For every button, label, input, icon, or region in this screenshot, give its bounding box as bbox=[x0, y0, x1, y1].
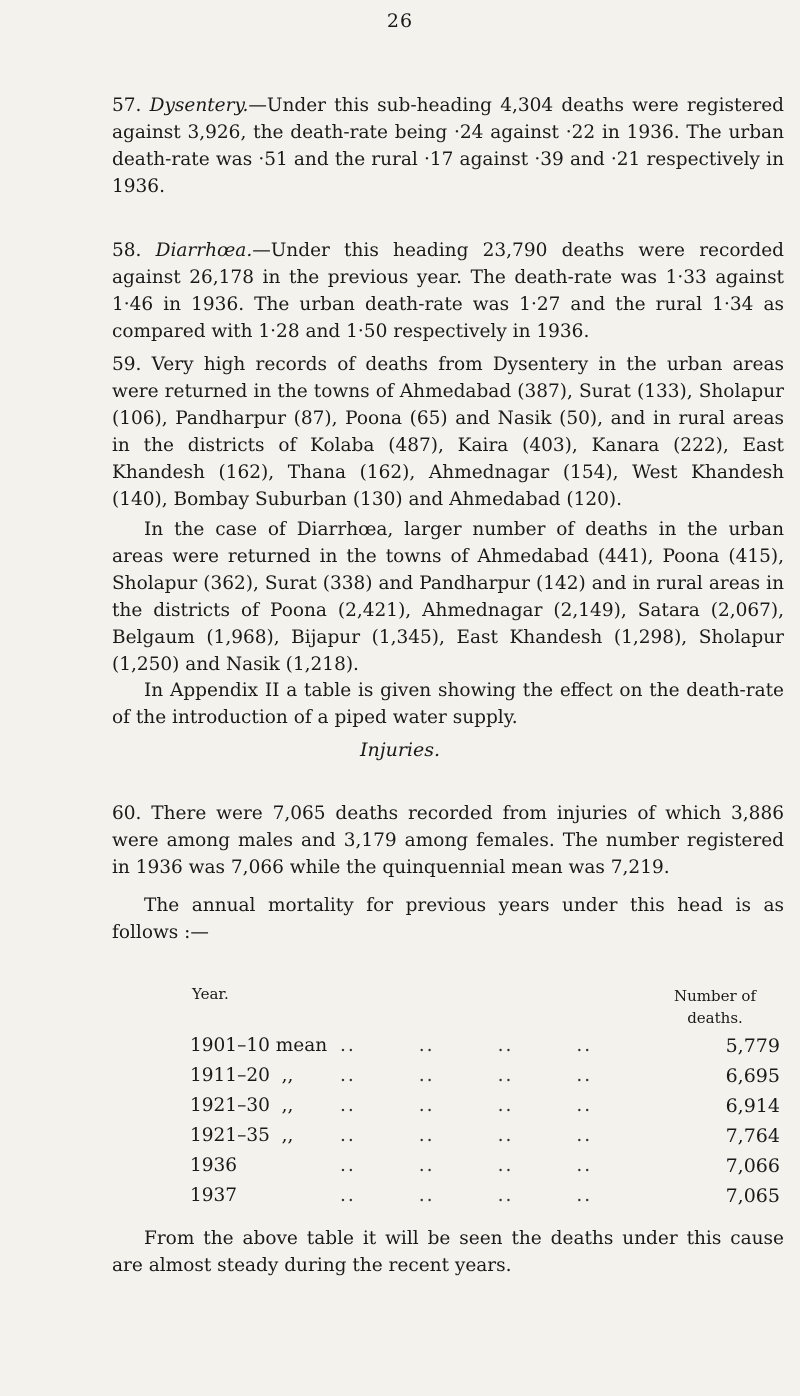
page-number: 26 bbox=[386, 10, 414, 32]
paragraph-text: There were 7,065 deaths recorded from injuries of which 3,886 were among males and 3,179 among females. The number registered in 1936 was 7,066 while the quinquennial mean was 7,219. bbox=[112, 803, 784, 878]
table-row bbox=[190, 1035, 780, 1065]
paragraph-closing bbox=[112, 1225, 784, 1279]
paragraph-number: 59. bbox=[112, 354, 142, 375]
table-header-deaths-line1: Number of bbox=[673, 987, 756, 1005]
paragraph-number: 58. bbox=[112, 240, 142, 261]
table-cell-deaths: 7,066 bbox=[725, 1155, 780, 1177]
table-row bbox=[190, 1095, 780, 1125]
paragraph-60-body bbox=[112, 800, 784, 881]
table-cell-deaths: 6,914 bbox=[725, 1095, 780, 1117]
paragraph-heading: Diarrhœa. bbox=[155, 240, 253, 261]
table-row bbox=[190, 1185, 780, 1215]
leader-dots: .. .. .. .. bbox=[340, 1185, 593, 1206]
table-row bbox=[190, 1065, 780, 1095]
paragraph-text: —Under this sub-heading 4,304 deaths were registered against 3,926, the death-rate being ·24 against ·22 in 1936. The urban death-rate was ·51 and the rural ·17 against ·39 and ·21 respectively in 1936. bbox=[112, 95, 784, 197]
table-row bbox=[190, 1125, 780, 1155]
paragraph-number: 57. bbox=[112, 95, 142, 116]
leader-dots: .. .. .. .. bbox=[340, 1065, 593, 1086]
table-cell-deaths: 7,065 bbox=[725, 1185, 780, 1207]
table-cell-deaths: 7,764 bbox=[725, 1125, 780, 1147]
paragraph-heading: Dysentery. bbox=[149, 95, 249, 116]
table-cell-year: 1936 bbox=[190, 1155, 238, 1176]
paragraph-text: The annual mortality for previous years under this head is as follows :— bbox=[112, 895, 784, 943]
leader-dots: .. .. .. .. bbox=[340, 1035, 593, 1056]
paragraph-text: In Appendix II a table is given showing the effect on the death-rate of the introduction of a piped water supply. bbox=[112, 680, 784, 728]
section-heading-injuries: Injuries. bbox=[359, 739, 441, 761]
table-cell-year: 1921–30 ,, bbox=[190, 1095, 294, 1116]
table-row bbox=[190, 1155, 780, 1185]
paragraph-60-follows bbox=[112, 892, 784, 946]
paragraph-appendix bbox=[112, 677, 784, 731]
table-cell-deaths: 6,695 bbox=[725, 1065, 780, 1087]
leader-dots: .. .. .. .. bbox=[340, 1125, 593, 1146]
paragraph-59-body bbox=[112, 351, 784, 513]
leader-dots: .. .. .. .. bbox=[340, 1155, 593, 1176]
table-cell-year: 1901–10 mean bbox=[190, 1035, 328, 1056]
table-header-deaths bbox=[640, 985, 790, 1029]
paragraph-text: From the above table it will be seen the deaths under this cause are almost steady during the recent years. bbox=[112, 1228, 784, 1276]
paragraph-text: —Under this heading 23,790 deaths were recorded against 26,178 in the previous year. The death-rate was 1·33 against 1·46 in 1936. The urban death-rate was 1·27 and the rural 1·34 as compared with 1·28 and 1·50 respectively in 1936. bbox=[112, 240, 784, 342]
table-cell-year: 1937 bbox=[190, 1185, 238, 1206]
leader-dots: .. .. .. .. bbox=[340, 1095, 593, 1116]
paragraph-57 bbox=[112, 92, 784, 200]
table-cell-year: 1911–20 ,, bbox=[190, 1065, 294, 1086]
paragraph-58 bbox=[112, 237, 784, 345]
table-cell-deaths: 5,779 bbox=[725, 1035, 780, 1057]
paragraph-diarrhoea-towns bbox=[112, 516, 784, 678]
table-header-year: Year. bbox=[192, 985, 229, 1003]
table-cell-year: 1921–35 ,, bbox=[190, 1125, 294, 1146]
paragraph-text: Very high records of deaths from Dysentery in the urban areas were returned in the towns of Ahmedabad (387), Surat (133), Sholapur (106), Pandharpur (87), Poona (65) and Nasik (50), and in rural areas in the districts of Kolaba (487), Kaira (403), Kanara (222), East Khandesh (162), Thana (162), Ahmednagar (154), West Khandesh (140), Bombay Suburban (130) and Ahmedabad (120). bbox=[112, 354, 784, 510]
table-header-deaths-line2: deaths. bbox=[687, 1009, 743, 1027]
paragraph-number: 60. bbox=[112, 803, 142, 824]
paragraph-text: In the case of Diarrhœa, larger number of deaths in the urban areas were returned in the towns of Ahmedabad (441), Poona (415), Sholapur (362), Surat (338) and Pandharpur (142) and in rural areas in the districts of Poona (2,421), Ahmednagar (2,149), Satara (2,067), Belgaum (1,968), Bijapur (1,345), East Khandesh (1,298), Sholapur (1,250) and Nasik (1,218). bbox=[112, 519, 784, 675]
